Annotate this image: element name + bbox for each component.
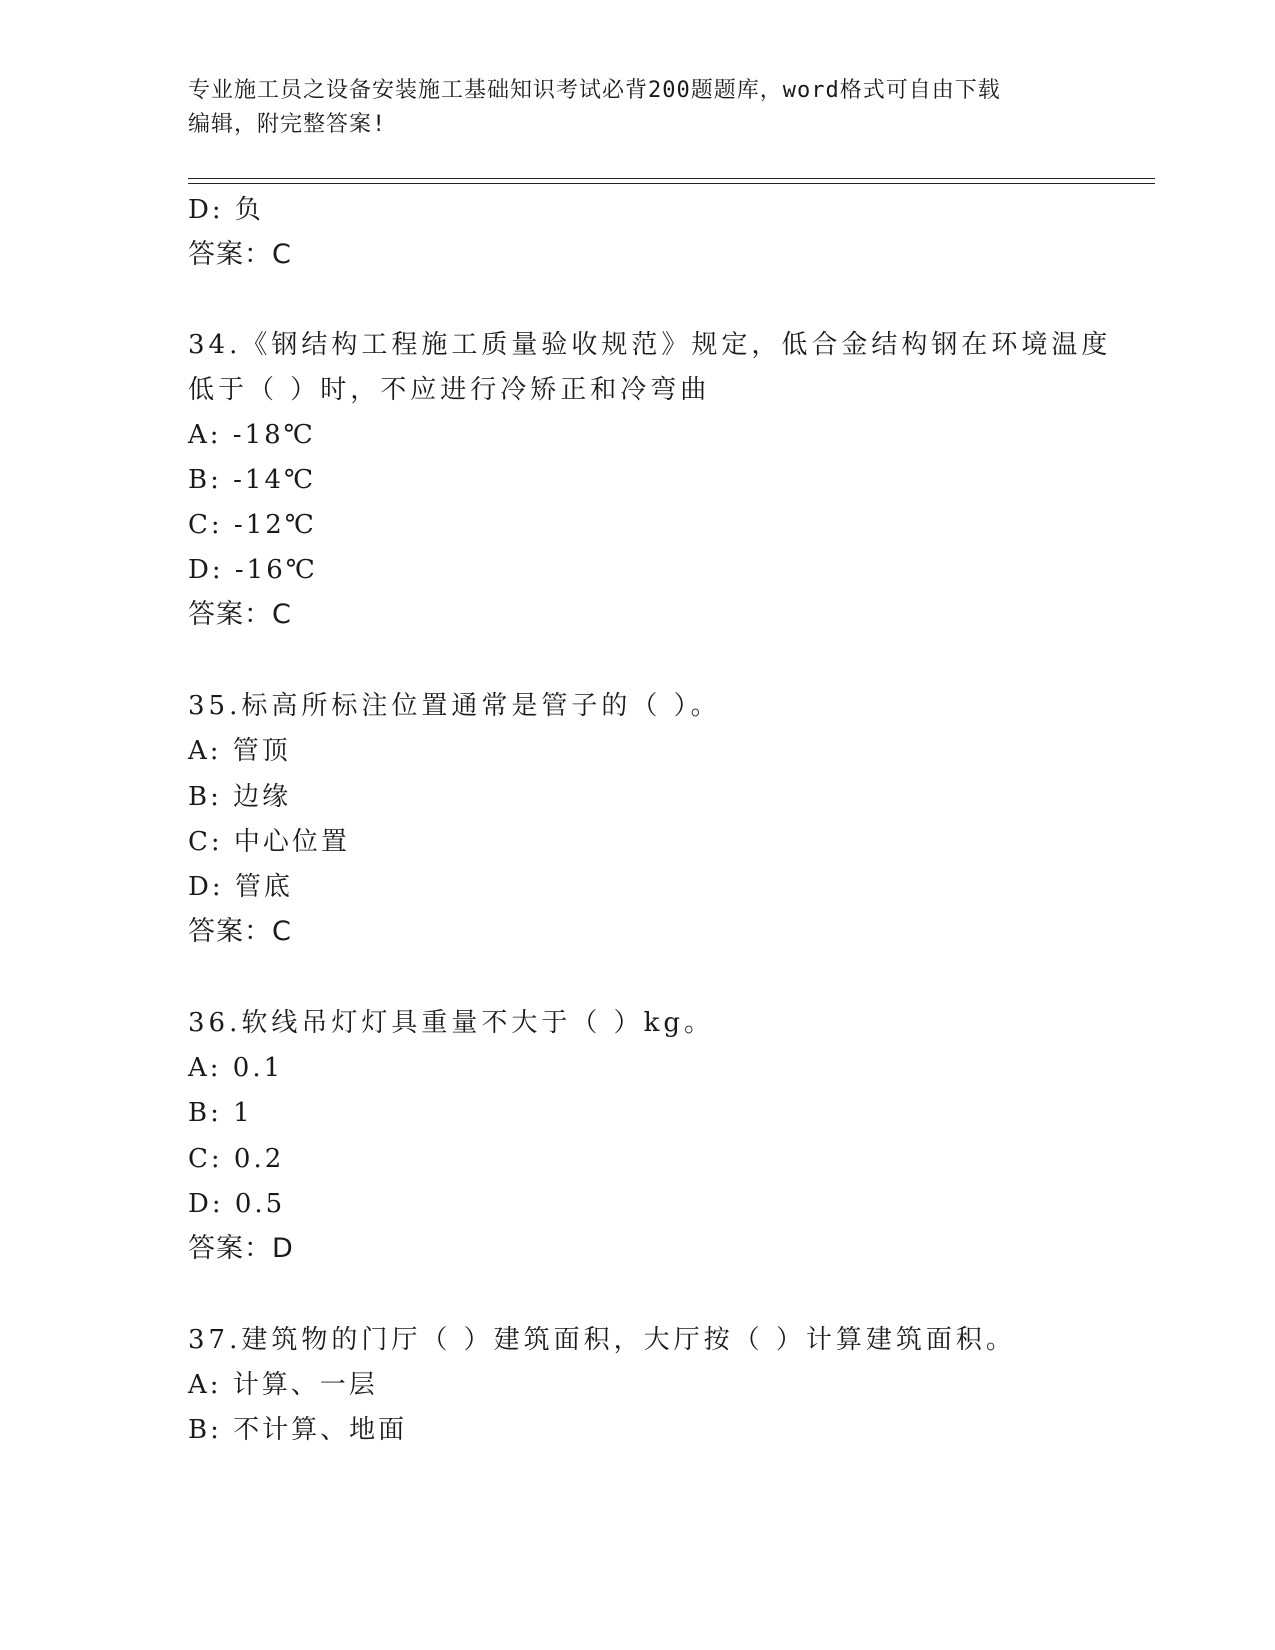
q37-option-b: B: 不计算、地面 [188, 1415, 408, 1445]
q34-option-b: B: -14℃ [188, 465, 317, 495]
prev-option-d: D: 负 [188, 195, 264, 225]
q35-option-c: C: 中心位置 [188, 827, 350, 857]
q36-option-b: B: 1 [188, 1098, 253, 1128]
q34-stem-line-1: 34.《钢结构工程施工质量验收规范》规定，低合金结构钢在环境温度 [188, 330, 1112, 360]
q35-option-b: B: 边缘 [188, 782, 292, 812]
q37-option-a: A: 计算、一层 [188, 1370, 378, 1400]
page-header [188, 74, 1088, 142]
prev-answer: 答案：C [188, 239, 292, 270]
q36-stem: 36.软线吊灯灯具重量不大于（ ）kg。 [188, 1008, 715, 1038]
q34-answer: 答案：C [188, 599, 292, 630]
q35-answer: 答案：C [188, 916, 292, 947]
q36-option-d: D: 0.5 [188, 1189, 286, 1219]
q35-option-d: D: 管底 [188, 872, 293, 902]
q34-option-a: A: -18℃ [188, 420, 316, 450]
q34-stem-line-2: 低于（ ）时，不应进行冷矫正和冷弯曲 [188, 375, 711, 405]
header-line-1: 专业施工员之设备安装施工基础知识考试必背200题题库，word格式可自由下载 [188, 78, 1001, 103]
header-divider-bottom [188, 183, 1155, 184]
q35-stem: 35.标高所标注位置通常是管子的（ ）。 [188, 691, 721, 721]
header-divider-top [188, 178, 1155, 179]
q34-option-d: D: -16℃ [188, 555, 318, 585]
q36-option-c: C: 0.2 [188, 1144, 285, 1174]
header-line-2: 编辑，附完整答案! [188, 112, 387, 137]
q36-option-a: A: 0.1 [188, 1053, 284, 1083]
q37-stem: 37.建筑物的门厅（ ）建筑面积，大厅按（ ）计算建筑面积。 [188, 1325, 1016, 1355]
q35-option-a: A: 管顶 [188, 736, 291, 766]
q34-option-c: C: -12℃ [188, 510, 317, 540]
q36-answer: 答案：D [188, 1233, 294, 1264]
